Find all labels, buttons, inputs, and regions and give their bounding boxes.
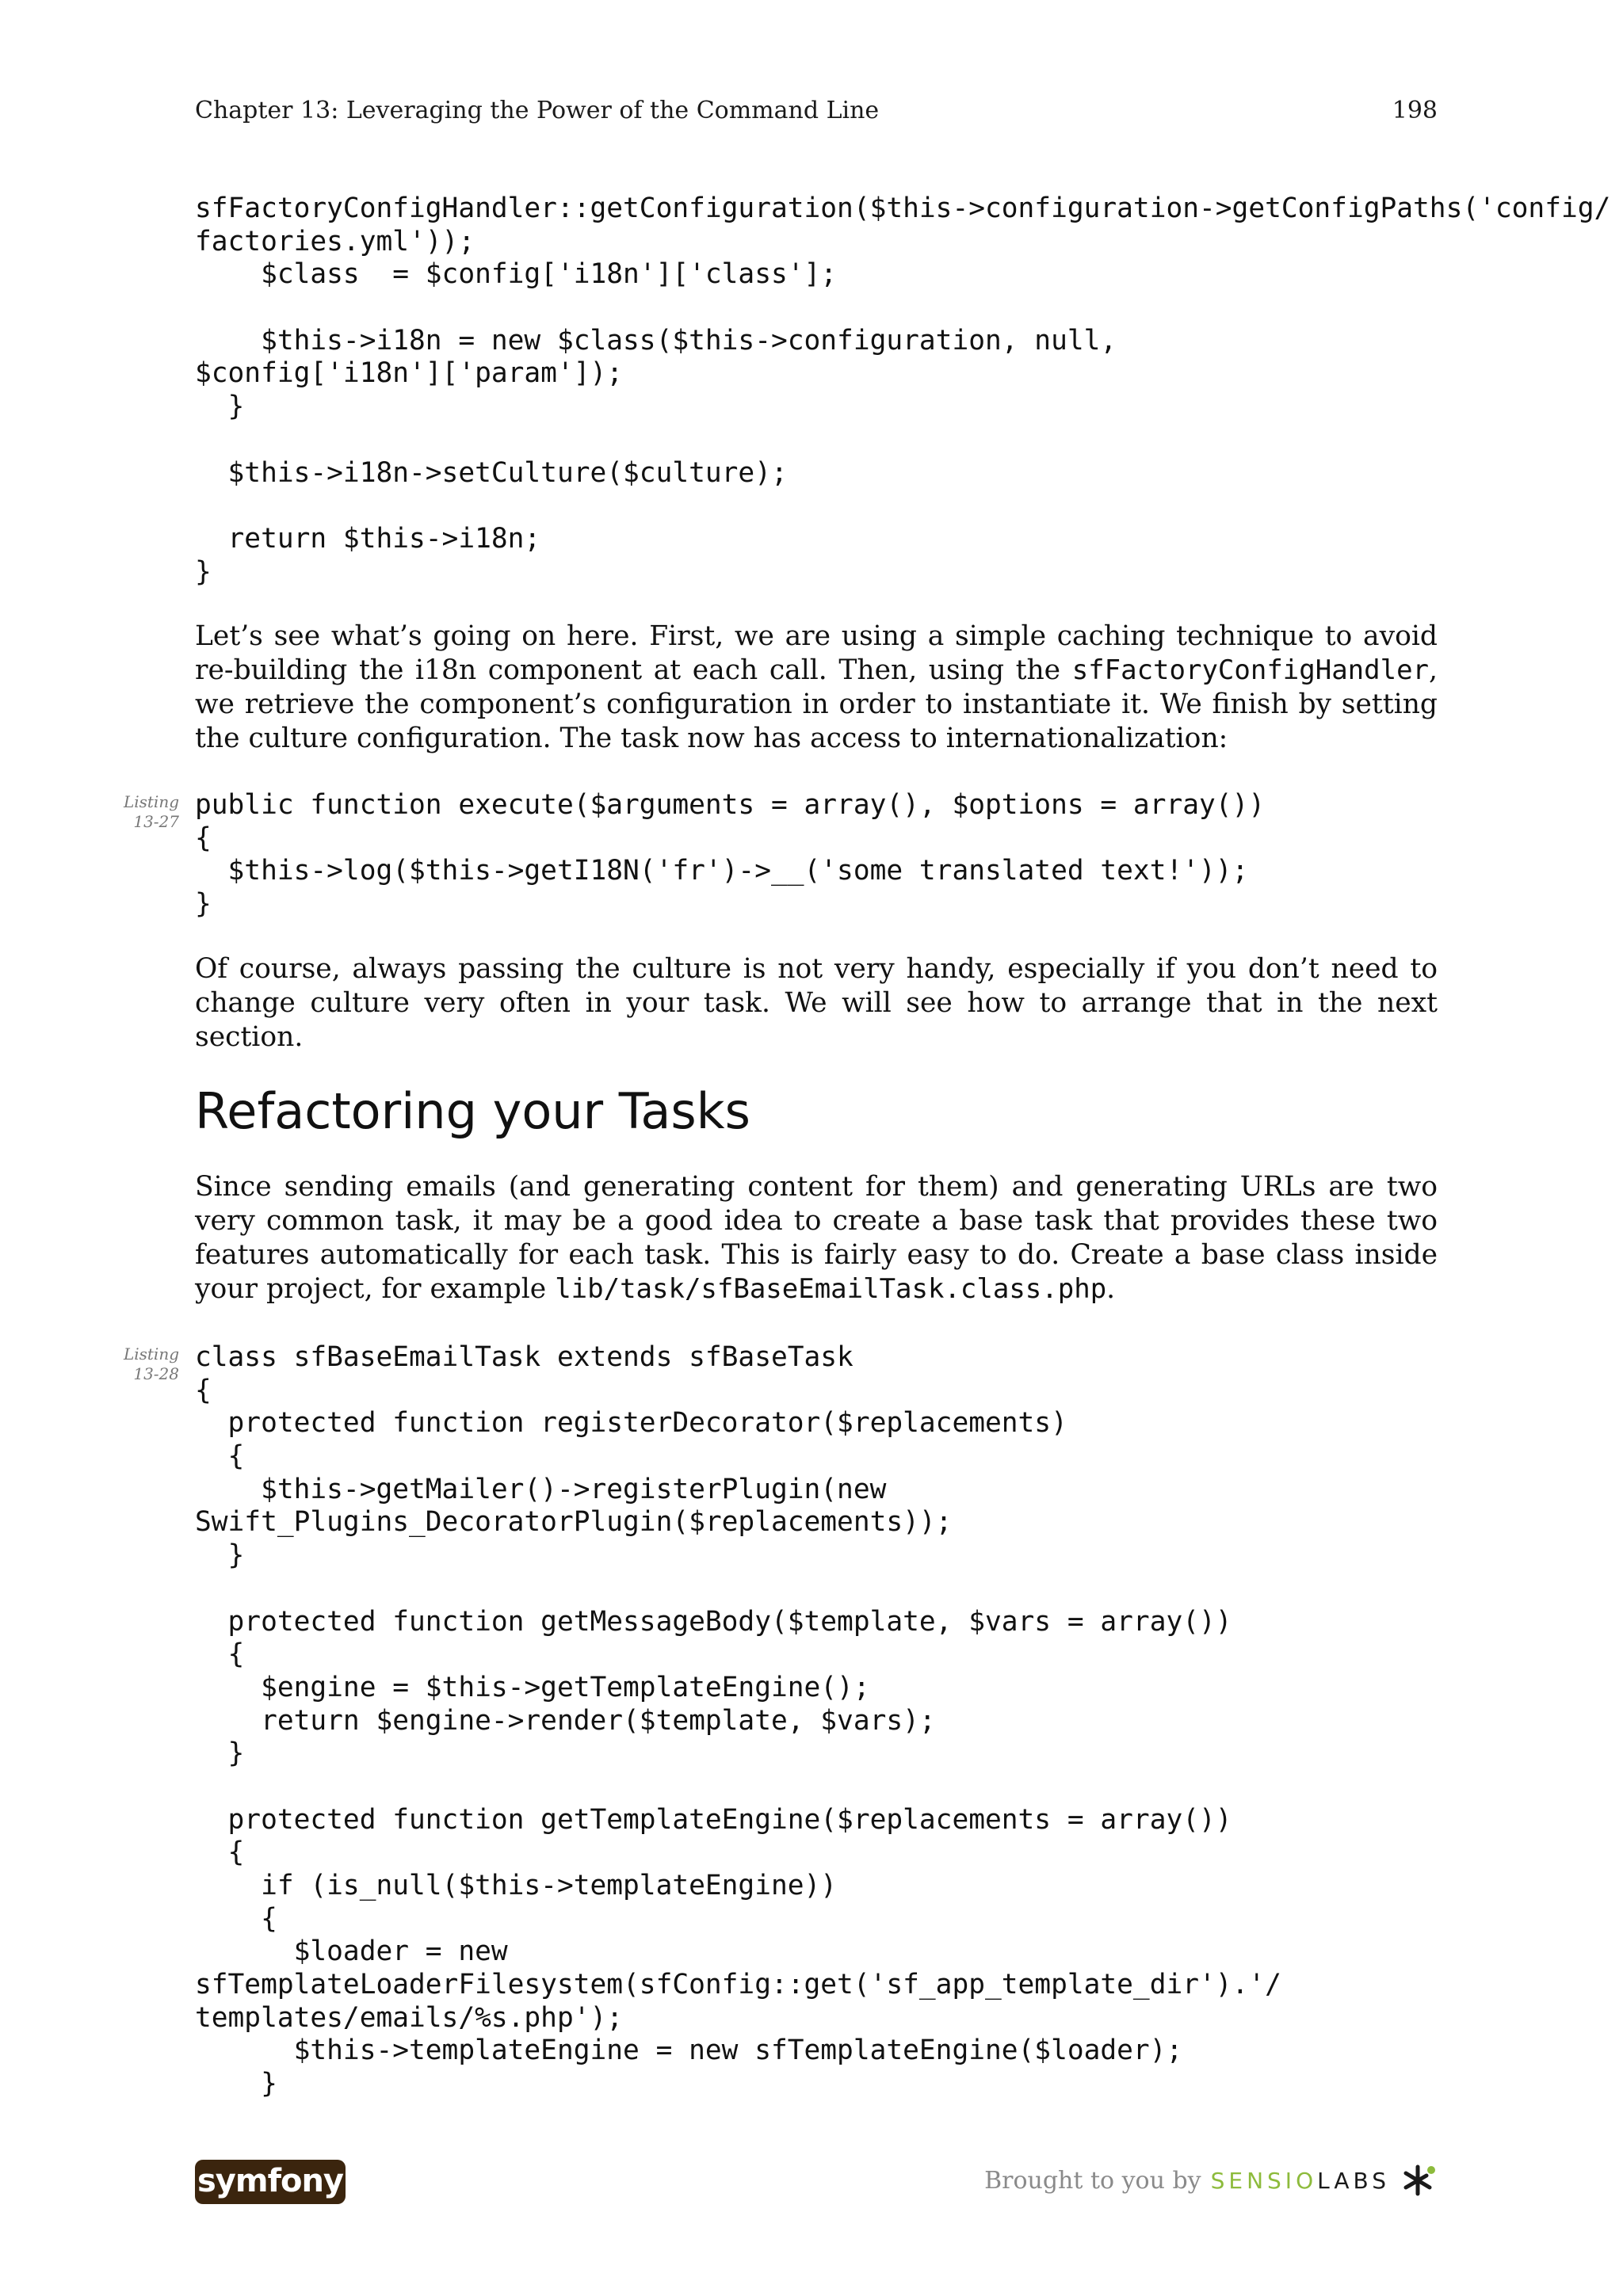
code-line — [195, 292, 1610, 325]
code-line: factories.yml')); — [195, 225, 475, 257]
code-line: sfTemplateLoaderFilesystem(sfConfig::get('sf_app_template_dir').'/ — [195, 1969, 1281, 2001]
code-line: $loader = new — [195, 1936, 508, 1968]
code-line — [195, 1573, 1281, 1606]
code-line: } — [195, 1539, 245, 1572]
code-line — [195, 1771, 1281, 1804]
code-line: if (is_null($this->templateEngine)) — [195, 1870, 838, 1901]
code-line: $class = $config['i18n']['class']; — [195, 258, 838, 291]
listing-number: 13-28 — [133, 1364, 179, 1383]
code-line — [195, 490, 1610, 523]
code-line: templates/emails/%s.php'); — [195, 2001, 624, 2034]
page-number: 198 — [1392, 97, 1438, 124]
code-line: class sfBaseEmailTask extends sfBaseTask — [195, 1341, 854, 1373]
code-line: Swift_Plugins_DecoratorPlugin($replacements)); — [195, 1506, 953, 1539]
paragraph-text: Since sending emails (and generating content for them) and generating URLs are two very common task, it may be a good idea to create a base task that provides these two features automatically for each task. This is fairly easy to do. Create a base class inside your project, for example — [195, 1171, 1438, 1305]
brand-labs: LABS — [1317, 2167, 1390, 2194]
code-line: public function execute($arguments = array(), $options = array()) — [195, 789, 1266, 821]
brand-sensio: SENSIO — [1210, 2167, 1318, 2194]
code-line: sfFactoryConfigHandler::getConfiguration($this->configuration->getConfigPaths('config/ — [195, 193, 1611, 224]
listing-label-13-27 — [119, 792, 179, 832]
code-line: $engine = $this->getTemplateEngine(); — [195, 1671, 870, 1703]
code-line: } — [195, 391, 245, 423]
brought-by-text: Brought to you by — [984, 2166, 1201, 2195]
code-line: } — [195, 555, 212, 588]
code-line: { — [195, 1638, 245, 1671]
code-line: $this->i18n = new $class($this->configuration, null, — [195, 324, 1117, 357]
listing-word: Listing — [123, 1344, 179, 1363]
symfony-logo: symfony — [195, 2160, 346, 2204]
code-line: protected function getTemplateEngine($replacements = array()) — [195, 1803, 1232, 1836]
code-line: { — [195, 1902, 277, 1935]
code-block-execute — [195, 789, 1265, 921]
section-heading: Refactoring your Tasks — [195, 1082, 750, 1140]
listing-number: 13-27 — [133, 812, 179, 831]
inline-code: sfFactoryConfigHandler — [1071, 654, 1430, 686]
chapter-title: Chapter 13: Leveraging the Power of the Command Line — [195, 97, 880, 124]
code-line: protected function getMessageBody($template, $vars = array()) — [195, 1605, 1232, 1638]
code-line: $this->log($this->getI18N('fr')->__('some translated text!')); — [195, 855, 1249, 887]
code-line: $this->i18n->setCulture($culture); — [195, 456, 788, 489]
code-line: return $this->i18n; — [195, 522, 541, 555]
footer-credit — [984, 2157, 1438, 2204]
code-line: } — [195, 888, 212, 921]
code-line: { — [195, 1440, 245, 1473]
page-header — [195, 97, 1438, 132]
code-line — [195, 424, 1610, 457]
paragraph-caching-explanation — [195, 620, 1438, 756]
code-line: { — [195, 1836, 245, 1869]
listing-word: Listing — [123, 792, 179, 811]
inline-code: lib/task/sfBaseEmailTask.class.php — [555, 1273, 1107, 1305]
sensiolabs-star-icon — [1398, 2161, 1438, 2200]
listing-label-13-28 — [119, 1344, 179, 1384]
code-line: $config['i18n']['param']); — [195, 357, 624, 390]
paragraph-text: . — [1106, 1273, 1116, 1305]
code-line: { — [195, 1374, 212, 1406]
code-line: $this->templateEngine = new sfTemplateEngine($loader); — [195, 2035, 1183, 2067]
code-line: return $engine->render($template, $vars); — [195, 1704, 936, 1737]
code-line: { — [195, 822, 212, 854]
paragraph-culture-note: Of course, always passing the culture is not very handy, especially if you don’t need to change culture very often in your task. We will see how to arrange that in the next section. — [195, 953, 1438, 1053]
paragraph-base-task — [195, 1170, 1438, 1306]
code-block-base-email-task — [195, 1341, 1281, 2101]
code-line: } — [195, 1737, 245, 1770]
code-line: $this->getMailer()->registerPlugin(new — [195, 1473, 887, 1505]
paragraph-text: , we retrieve the component’s configuration in order to instantiate it. We finish by setting the culture configuration. The task now has access to internationalization: — [195, 654, 1438, 754]
code-line: } — [195, 2068, 277, 2100]
code-block-i18n-method — [195, 193, 1610, 589]
code-line: protected function registerDecorator($replacements) — [195, 1407, 1067, 1440]
paragraph-text: Let’s see what’s going on here. First, we are using a simple caching technique to avoid re-building the i18n component at each call. Then, using the — [195, 620, 1438, 686]
